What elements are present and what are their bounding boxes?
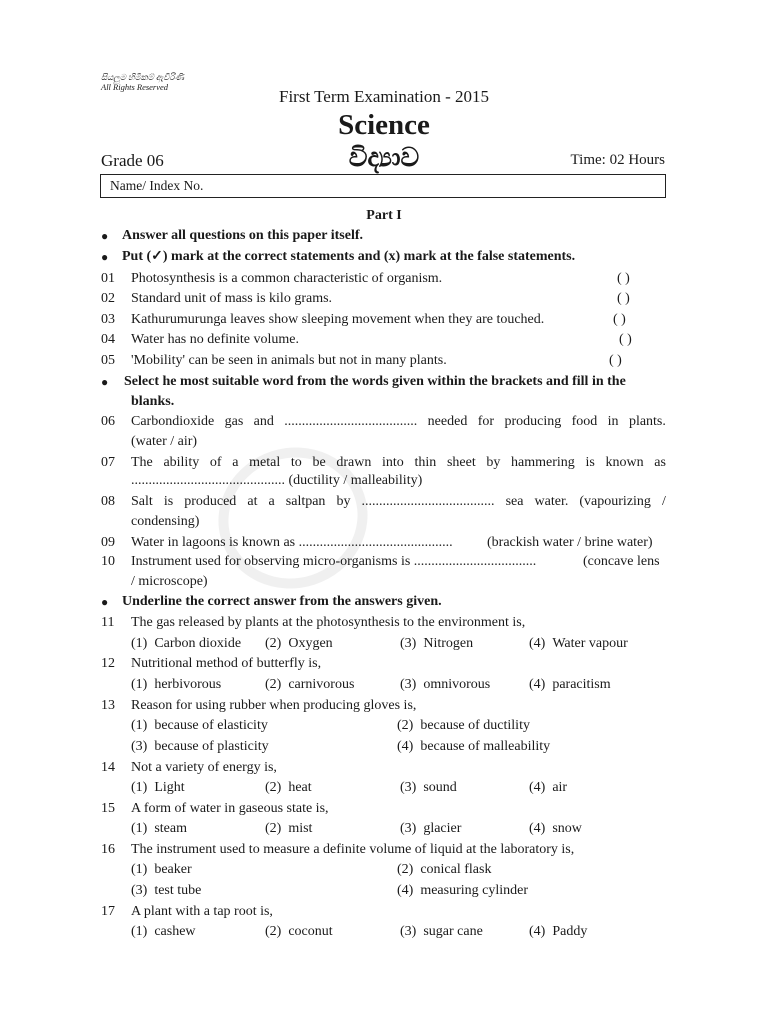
word: water. (534, 494, 569, 509)
answer-bracket[interactable]: ( ) (619, 332, 632, 347)
question-text: The gas released by plants at the photosynthesis to the environment is, (131, 615, 526, 630)
word: ability (163, 455, 200, 470)
option-label: paracitism (552, 677, 611, 692)
answer-option[interactable] (131, 922, 196, 942)
answer-option[interactable] (131, 860, 192, 880)
option-number: (1) (131, 924, 148, 939)
fill-question-hint: (concave lens (583, 554, 660, 569)
fill-question-text (131, 412, 666, 432)
answer-option[interactable] (265, 675, 354, 695)
answer-option[interactable] (265, 819, 312, 839)
question-text: A form of water in gaseous state is, (131, 801, 329, 816)
option-number: (1) (131, 862, 148, 877)
option-number: (2) (265, 821, 282, 836)
answer-option[interactable] (131, 819, 187, 839)
option-label: Oxygen (288, 636, 333, 651)
word: of (209, 455, 222, 470)
statement-text: Kathurumurunga leaves show sleeping movement when they are touched. (131, 312, 545, 327)
option-label: heat (288, 780, 312, 795)
answer-option[interactable] (397, 860, 491, 880)
word: by (336, 494, 351, 509)
answer-option[interactable] (400, 778, 457, 798)
answer-option[interactable] (131, 881, 201, 901)
statement-item (101, 310, 667, 330)
word: at (247, 494, 258, 509)
word: / (661, 494, 666, 509)
word: sheet (446, 455, 476, 470)
option-number: (2) (265, 636, 282, 651)
option-number: (1) (131, 677, 148, 692)
option-label: beaker (154, 862, 192, 877)
word: needed (427, 414, 468, 429)
option-label: herbivorous (154, 677, 222, 692)
question-text: Reason for using rubber when producing gloves is, (131, 698, 417, 713)
question-number: 15 (101, 801, 115, 816)
subject-title: Science (338, 109, 430, 141)
answer-option[interactable] (529, 634, 628, 654)
option-number: (1) (131, 636, 148, 651)
option-label: snow (552, 821, 582, 836)
option-label: carnivorous (288, 677, 355, 692)
question-text: Not a variety of energy is, (131, 760, 277, 775)
option-number: (4) (397, 883, 414, 898)
option-label: because of malleability (420, 739, 551, 754)
word: a (268, 494, 275, 509)
answer-bracket[interactable]: ( ) (617, 271, 630, 286)
option-number: (3) (400, 780, 417, 795)
bullet-icon: ● (101, 375, 109, 389)
fill-question-hint: condensing) (131, 514, 200, 529)
option-number: (3) (400, 677, 417, 692)
question-text: Nutritional method of butterfly is, (131, 656, 322, 671)
name-index-field[interactable] (100, 174, 666, 198)
option-number: (2) (265, 924, 282, 939)
instruction-2 (101, 247, 667, 267)
fill-question (101, 552, 667, 572)
fill-question-hint: (brackish water / brine water) (487, 535, 653, 550)
copyright-english: All Rights Reserved (101, 82, 169, 92)
word: is (163, 494, 174, 509)
option-label: Water vapour (552, 636, 628, 651)
fill-question-hint: / microscope) (131, 574, 208, 589)
answer-option[interactable] (265, 922, 333, 942)
mcq-question (101, 654, 667, 674)
option-number: (3) (131, 883, 148, 898)
answer-option[interactable] (397, 716, 530, 736)
option-number: (3) (131, 739, 148, 754)
answer-option[interactable] (400, 675, 490, 695)
word: producing (504, 414, 562, 429)
option-number: (3) (400, 636, 417, 651)
word: saltpan (285, 494, 326, 509)
answer-option[interactable] (529, 675, 611, 695)
option-label: mist (288, 821, 313, 836)
answer-option[interactable] (131, 675, 221, 695)
question-number: 09 (101, 535, 115, 550)
mcq-question (101, 902, 667, 922)
option-number: (3) (400, 821, 417, 836)
option-number: (2) (397, 718, 414, 733)
option-number: (1) (131, 780, 148, 795)
option-label: air (552, 780, 568, 795)
statement-item (101, 269, 667, 289)
fill-question-text (131, 492, 666, 512)
option-label: steam (154, 821, 187, 836)
option-label: measuring cylinder (420, 883, 529, 898)
answer-option[interactable] (131, 716, 268, 736)
word: by (486, 455, 501, 470)
mcq-question (101, 840, 667, 860)
word: as (654, 455, 666, 470)
question-number: 07 (101, 455, 115, 470)
answer-option[interactable] (397, 737, 550, 757)
mcq-question (101, 613, 667, 633)
word: Carbondioxide (131, 414, 215, 429)
option-number: (4) (529, 636, 546, 651)
question-number: 02 (101, 291, 115, 306)
copyright-sinhala: සියලුම හිමිකම් ඇවිරිණි (101, 72, 185, 82)
question-number: 01 (101, 271, 115, 286)
question-text: The instrument used to measure a definite volume of liquid at the laboratory is, (131, 842, 575, 857)
answer-option[interactable] (265, 778, 312, 798)
option-number: (4) (529, 821, 546, 836)
question-number: 13 (101, 698, 115, 713)
word: is (585, 455, 595, 470)
question-number: 04 (101, 332, 115, 347)
part-title: Part I (366, 208, 402, 223)
option-label: sugar cane (423, 924, 483, 939)
question-text: A plant with a tap root is, (131, 904, 273, 919)
exam-title: First Term Examination - 2015 (278, 87, 490, 106)
option-label: Paddy (552, 924, 588, 939)
question-number: 03 (101, 312, 115, 327)
statement-item (101, 330, 667, 350)
bullet-icon: ● (101, 229, 109, 243)
time-label: Time: 02 Hours (570, 152, 665, 168)
mcq-question (101, 696, 667, 716)
fill-question-hint: ............................................ (ductility / malleability) (131, 473, 423, 488)
word: produced (184, 494, 237, 509)
word: drawn (336, 455, 372, 470)
answer-option[interactable] (400, 819, 461, 839)
fill-question (101, 533, 667, 553)
word: ...................................... (284, 414, 418, 429)
fill-question-text (131, 453, 666, 473)
grade-label: Grade 06 (101, 151, 164, 170)
statement-item (101, 289, 667, 309)
fill-question-text: Instrument used for observing micro-organisms is ................................... (131, 554, 537, 569)
option-label: Carbon dioxide (154, 636, 242, 651)
instruction-text: Select he most suitable word from the words given within the brackets and fill in the (124, 374, 626, 389)
mcq-question (101, 758, 667, 778)
question-number: 16 (101, 842, 115, 857)
option-number: (4) (397, 739, 414, 754)
word: known (605, 455, 644, 470)
option-label: Nitrogen (423, 636, 474, 651)
option-label: because of ductility (420, 718, 530, 733)
option-label: because of elasticity (154, 718, 268, 733)
word: into (382, 455, 404, 470)
answer-bracket[interactable]: ( ) (609, 353, 622, 368)
answer-option[interactable] (529, 778, 567, 798)
answer-option[interactable] (400, 922, 483, 942)
question-number: 17 (101, 904, 115, 919)
answer-option[interactable] (131, 634, 241, 654)
answer-bracket[interactable]: ( ) (617, 291, 630, 306)
option-number: (3) (400, 924, 417, 939)
option-number: (4) (529, 780, 546, 795)
answer-option[interactable] (529, 922, 587, 942)
word: be (312, 455, 326, 470)
answer-bracket[interactable]: ( ) (613, 312, 626, 327)
word: (vapourizing (579, 494, 651, 509)
option-label: coconut (288, 924, 333, 939)
word: in (607, 414, 619, 429)
mcq-question (101, 799, 667, 819)
answer-option[interactable] (529, 819, 582, 839)
answer-option[interactable] (131, 778, 185, 798)
question-number: 06 (101, 414, 115, 429)
instruction-1 (101, 226, 667, 246)
instruction-3 (101, 372, 667, 392)
option-number: (4) (529, 924, 546, 939)
question-number: 11 (101, 615, 115, 630)
question-number: 12 (101, 656, 115, 671)
answer-option[interactable] (400, 634, 473, 654)
question-number: 05 (101, 353, 115, 368)
statement-text: 'Mobility' can be seen in animals but not in many plants. (131, 353, 447, 368)
instruction-4 (101, 592, 667, 612)
instruction-text: Put (✓) mark at the correct statements and (x) mark at the false statements. (122, 249, 576, 264)
subject-title-sinhala: විද්‍යාව (348, 143, 420, 172)
fill-question-text: Water in lagoons is known as ............................................ (131, 535, 453, 550)
option-label: cashew (154, 924, 196, 939)
option-number: (2) (265, 780, 282, 795)
word: ...................................... (361, 494, 495, 509)
bullet-icon: ● (101, 595, 109, 609)
option-label: glacier (423, 821, 462, 836)
word: plants. (628, 414, 666, 429)
instruction-text: blanks. (131, 394, 175, 409)
answer-option[interactable] (131, 737, 269, 757)
option-label: Light (154, 780, 185, 795)
statement-text: Standard unit of mass is kilo grams. (131, 291, 333, 306)
word: and (253, 414, 274, 429)
word: metal (249, 455, 281, 470)
word: sea (505, 494, 524, 509)
instruction-3-cont (101, 392, 667, 412)
word: to (290, 455, 302, 470)
word: gas (224, 414, 244, 429)
question-number: 14 (101, 760, 115, 775)
option-label: test tube (154, 883, 202, 898)
word: hammering (511, 455, 575, 470)
fill-question-hint: (water / air) (131, 434, 198, 449)
word: for (477, 414, 495, 429)
statement-text: Water has no definite volume. (131, 332, 299, 347)
word: The (131, 455, 153, 470)
option-label: because of plasticity (154, 739, 269, 754)
word: food (571, 414, 598, 429)
option-number: (2) (397, 862, 414, 877)
option-label: conical flask (420, 862, 492, 877)
word: thin (414, 455, 437, 470)
statement-text: Photosynthesis is a common characteristic of organism. (131, 271, 443, 286)
option-label: sound (423, 780, 457, 795)
statement-item (101, 351, 667, 371)
question-number: 10 (101, 554, 115, 569)
answer-option[interactable] (397, 881, 528, 901)
option-number: (1) (131, 821, 148, 836)
answer-option[interactable] (265, 634, 333, 654)
name-index-label: Name/ Index No. (110, 178, 204, 193)
bullet-icon: ● (101, 250, 109, 264)
instruction-text: Answer all questions on this paper itself. (122, 228, 364, 243)
option-number: (4) (529, 677, 546, 692)
instruction-text: Underline the correct answer from the answers given. (122, 594, 442, 609)
option-number: (2) (265, 677, 282, 692)
option-label: omnivorous (423, 677, 491, 692)
question-number: 08 (101, 494, 115, 509)
word: Salt (131, 494, 153, 509)
word: a (232, 455, 239, 470)
option-number: (1) (131, 718, 148, 733)
